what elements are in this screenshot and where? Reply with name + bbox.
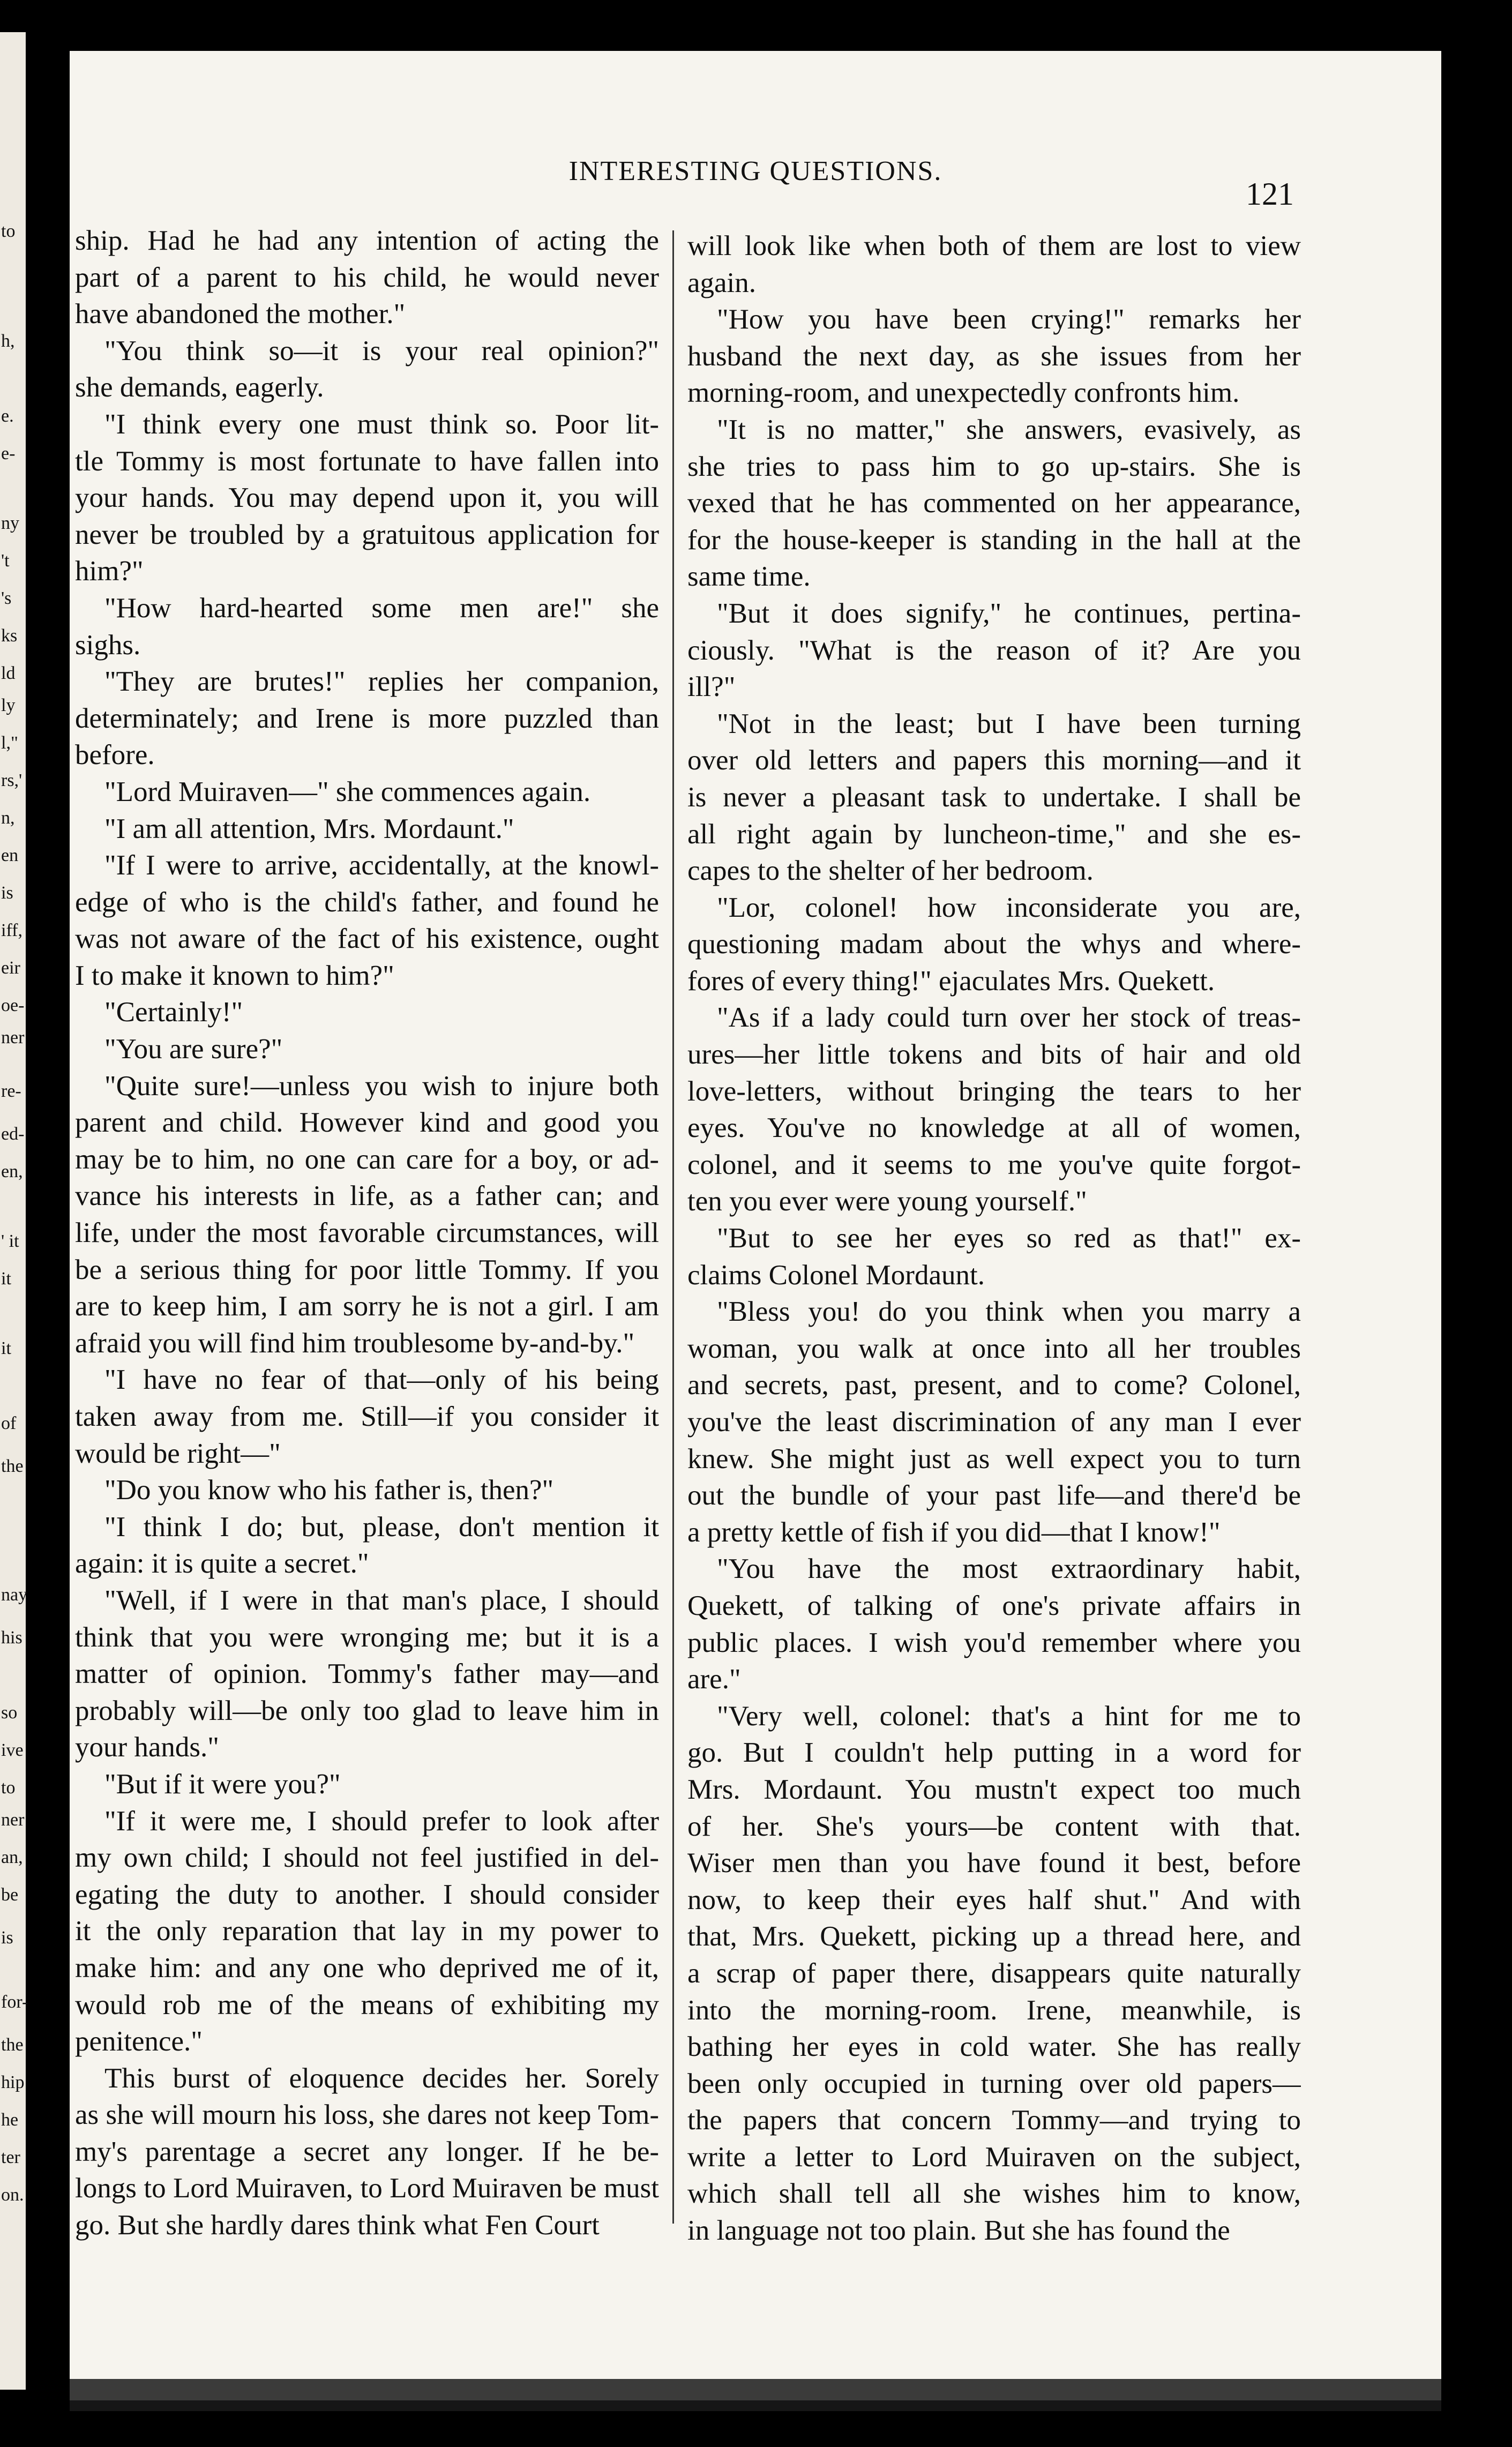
edge-fragment: ter: [1, 2147, 20, 2167]
left-column: [75, 222, 659, 2244]
text-line: make him: and any one who deprived me of it,: [75, 1952, 659, 1984]
text-line: vexed that he has commented on her appearance,: [687, 488, 1301, 519]
edge-fragment: his: [1, 1628, 23, 1648]
edge-fragment: the: [1, 1456, 24, 1476]
text-line: taken away from me. Still—if you consider it: [75, 1401, 659, 1432]
edge-fragment: 's: [1, 588, 12, 608]
text-line: part of a parent to his child, he would never: [75, 261, 659, 293]
text-line: of her. She's yours—be content with that.: [687, 1810, 1301, 1842]
text-line: edge of who is the child's father, and found he: [75, 886, 659, 918]
edge-fragment: ld: [1, 663, 16, 683]
edge-fragment: ner: [1, 1810, 25, 1830]
text-line: claims Colonel Mordaunt.: [687, 1259, 985, 1291]
text-line: that, Mrs. Quekett, picking up a thread here, and: [687, 1921, 1301, 1952]
edge-fragment: it: [1, 1338, 11, 1358]
text-line: matter of opinion. Tommy's father may—and: [75, 1658, 659, 1690]
text-line: woman, you walk at once into all her troubles: [687, 1333, 1301, 1364]
text-line: "Lor, colonel! how inconsiderate you are,: [717, 892, 1301, 923]
text-line: "They are brutes!" replies her companion,: [104, 666, 659, 698]
adjacent-page-edge: [0, 32, 26, 2390]
text-line: probably will—be only too glad to leave him in: [75, 1695, 659, 1726]
text-line: again: it is quite a secret.": [75, 1548, 369, 1580]
edge-fragment: eir: [1, 958, 20, 978]
text-line: "Bless you! do you think when you marry a: [717, 1296, 1301, 1328]
text-line: go. But she hardly dares think what Fen Court: [75, 2210, 600, 2241]
text-line: again.: [687, 267, 757, 298]
page-number: 121: [1246, 176, 1294, 212]
text-line: husband the next day, as she issues from her: [687, 340, 1301, 372]
text-line: your hands.": [75, 1732, 219, 1763]
text-line: determinately; and Irene is more puzzled than: [75, 702, 659, 734]
text-line: was not aware of the fact of his existence, ought: [75, 923, 659, 955]
edge-fragment: an,: [1, 1847, 23, 1867]
edge-fragment: of: [1, 1413, 17, 1433]
text-line: "You think so—it is your real opinion?": [104, 335, 659, 366]
text-line: him?": [75, 556, 144, 587]
text-line: "I think every one must think so. Poor lit-: [104, 408, 659, 440]
edge-fragment: 't: [1, 551, 10, 571]
text-line: "You have the most extraordinary habit,: [717, 1553, 1301, 1585]
edge-fragment: ner: [1, 1028, 25, 1047]
text-line: are.": [687, 1664, 741, 1695]
edge-fragment: h,: [1, 331, 15, 351]
text-line: "Certainly!": [104, 997, 243, 1028]
text-line: afraid you will find him troublesome by-and-by.": [75, 1327, 635, 1359]
edge-fragment: n,: [1, 808, 15, 828]
text-line: questioning madam about the whys and where-: [687, 929, 1301, 960]
running-header: INTERESTING QUESTIONS.: [568, 156, 942, 186]
text-line: "How hard-hearted some men are!" she: [104, 592, 659, 624]
edge-fragment: iff,: [1, 921, 23, 940]
text-line: all right again by luncheon-time," and she es-: [687, 818, 1301, 850]
text-line: "How you have been crying!" remarks her: [717, 304, 1301, 335]
text-line: she tries to pass him to go up-stairs. She is: [687, 451, 1301, 482]
text-line: go. But I couldn't help putting in a word for: [687, 1737, 1301, 1769]
text-line: "I think I do; but, please, don't mention it: [104, 1511, 659, 1543]
text-line: will look like when both of them are lost to view: [687, 230, 1301, 261]
right-column: [687, 228, 1301, 2249]
text-line: before.: [75, 739, 155, 771]
edge-fragment: to: [1, 221, 16, 241]
text-line: may be to him, no one can care for a boy, or ad-: [75, 1143, 659, 1175]
text-line: "Not in the least; but I have been turning: [717, 708, 1301, 739]
edge-fragment: he: [1, 2110, 19, 2130]
text-line: write a letter to Lord Muiraven on the subject,: [687, 2141, 1301, 2173]
text-line: I to make it known to him?": [75, 960, 394, 991]
text-line: "You are sure?": [104, 1034, 283, 1065]
edge-fragment: ny: [1, 513, 19, 533]
edge-fragment: on.: [1, 2185, 24, 2205]
text-line: fores of every thing!" ejaculates Mrs. Quekett.: [687, 965, 1215, 997]
edge-fragment: for-: [1, 1992, 28, 2012]
edge-fragment: the: [1, 2035, 24, 2055]
text-line: ciously. "What is the reason of it? Are you: [687, 634, 1301, 666]
edge-fragment: to: [1, 1778, 16, 1798]
text-line: "I have no fear of that—only of his being: [104, 1364, 659, 1396]
text-line: "But if it were you?": [104, 1768, 341, 1800]
text-line: you've the least discrimination of any man I ever: [687, 1406, 1301, 1438]
text-line: "Well, if I were in that man's place, I should: [104, 1584, 659, 1616]
text-line: tle Tommy is most fortunate to have fallen into: [75, 445, 659, 477]
text-line: ship. Had he had any intention of acting the: [75, 225, 659, 256]
text-line: are to keep him, I am sorry he is not a girl. I am: [75, 1291, 659, 1322]
text-line: a scrap of paper there, disappears quite naturally: [687, 1957, 1301, 1989]
edge-fragment: ' it: [1, 1231, 19, 1251]
edge-fragment: is: [1, 883, 13, 903]
text-line: a pretty kettle of fish if you did—that I know!": [687, 1516, 1221, 1548]
text-line: which shall tell all she wishes him to know,: [687, 2178, 1301, 2210]
text-line: vance his interests in life, as a father can; and: [75, 1180, 659, 1212]
edge-fragment: it: [1, 1269, 11, 1289]
text-line: as she will mourn his loss, she dares not keep Tom-: [75, 2099, 659, 2131]
edge-fragment: re-: [1, 1081, 21, 1101]
text-line: life, under the most favorable circumstances, will: [75, 1217, 659, 1249]
text-line: Wiser men than you have found it best, before: [687, 1847, 1301, 1879]
edge-fragment: ive: [1, 1740, 24, 1760]
text-line: "Quite sure!—unless you wish to injure both: [104, 1070, 659, 1102]
text-line: your hands. You may depend upon it, you will: [75, 482, 659, 514]
text-line: "It is no matter," she answers, evasively, as: [717, 414, 1301, 445]
edge-fragment: e-: [1, 444, 16, 463]
text-line: for the house-keeper is standing in the hall at the: [687, 524, 1301, 556]
text-line: would be right—": [75, 1438, 281, 1469]
scan-bottom-edge: [70, 2379, 1441, 2411]
text-line: "Very well, colonel: that's a hint for me to: [717, 1700, 1301, 1732]
text-line: Mrs. Mordaunt. You mustn't expect too much: [687, 1773, 1301, 1805]
text-line: it the only reparation that lay in my power to: [75, 1915, 659, 1947]
text-line: "If it were me, I should prefer to look after: [104, 1805, 659, 1837]
text-line: love-letters, without bringing the tears to her: [687, 1075, 1301, 1107]
text-line: penitence.": [75, 2026, 203, 2057]
text-line: ures—her little tokens and bits of hair and old: [687, 1039, 1301, 1071]
text-line: think that you were wronging me; but it is a: [75, 1621, 659, 1653]
text-line: parent and child. However kind and good you: [75, 1107, 659, 1139]
edge-fragment: nay: [1, 1585, 28, 1605]
text-line: into the morning-room. Irene, meanwhile, is: [687, 1994, 1301, 2026]
edge-fragment: en: [1, 845, 19, 865]
edge-fragment: is: [1, 1928, 13, 1948]
edge-fragment: en,: [1, 1162, 23, 1181]
text-line: bathing her eyes in cold water. She has really: [687, 2031, 1301, 2063]
text-line: the papers that concern Tommy—and trying to: [687, 2105, 1301, 2136]
text-line: in language not too plain. But she has found the: [687, 2215, 1230, 2247]
text-line: have abandoned the mother.": [75, 298, 406, 330]
text-line: "Do you know who his father is, then?": [104, 1475, 554, 1506]
edge-fragment: rs,': [1, 770, 23, 790]
text-line: Quekett, of talking of one's private affairs in: [687, 1590, 1301, 1621]
text-line: "But to see her eyes so red as that!" ex-: [717, 1223, 1301, 1254]
text-line: be a serious thing for poor little Tommy. If you: [75, 1254, 659, 1285]
edge-fragment: oe-: [1, 996, 25, 1015]
text-line: "But it does signify," he continues, pertina-: [717, 597, 1301, 629]
text-line: my own child; I should not feel justified in del-: [75, 1842, 659, 1874]
text-line: never be troubled by a gratuitous application for: [75, 519, 659, 550]
edge-fragment: ks: [1, 626, 18, 646]
text-line: and secrets, past, present, and to come? Colonel,: [687, 1370, 1301, 1401]
text-line: This burst of eloquence decides her. Sorely: [104, 2062, 659, 2094]
edge-fragment: e.: [1, 406, 14, 426]
text-line: my's parentage a secret any longer. If he be-: [75, 2136, 659, 2167]
text-line: public places. I wish you'd remember where you: [687, 1627, 1301, 1658]
edge-fragment: ed-: [1, 1124, 25, 1144]
column-divider: [672, 230, 674, 2224]
text-line: now, to keep their eyes half shut." And with: [687, 1884, 1301, 1915]
text-line: "If I were to arrive, accidentally, at the knowl-: [104, 850, 659, 881]
text-line: longs to Lord Muiraven, to Lord Muiraven be must: [75, 2173, 659, 2204]
text-line: ten you ever were young yourself.": [687, 1186, 1087, 1217]
text-line: morning-room, and unexpectedly confronts him.: [687, 377, 1240, 409]
text-line: egating the duty to another. I should consider: [75, 1879, 659, 1910]
edge-fragment: l,": [1, 733, 18, 753]
text-line: "Lord Muiraven—" she commences again.: [104, 776, 591, 807]
text-line: is never a pleasant task to undertake. I shall be: [687, 781, 1301, 813]
text-line: ill?": [687, 671, 736, 703]
text-line: "I am all attention, Mrs. Mordaunt.": [104, 813, 514, 844]
text-line: sighs.: [75, 629, 141, 661]
edge-fragment: be: [1, 1885, 19, 1905]
text-line: colonel, and it seems to me you've quite forgot-: [687, 1149, 1301, 1180]
text-line: over old letters and papers this morning—and it: [687, 745, 1301, 776]
text-line: "As if a lady could turn over her stock of treas-: [717, 1002, 1301, 1034]
text-line: she demands, eagerly.: [75, 372, 324, 403]
edge-fragment: ly: [1, 695, 16, 715]
edge-fragment: hip: [1, 2072, 25, 2092]
text-line: knew. She might just as well expect you to turn: [687, 1443, 1301, 1475]
text-line: would rob me of the means of exhibiting my: [75, 1989, 659, 2021]
text-line: same time.: [687, 561, 811, 593]
text-line: capes to the shelter of her bedroom.: [687, 855, 1094, 887]
text-line: eyes. You've no knowledge at all of women,: [687, 1112, 1301, 1144]
text-line: out the bundle of your past life—and there'd be: [687, 1480, 1301, 1511]
text-line: been only occupied in turning over old papers—: [687, 2068, 1301, 2099]
edge-fragment: so: [1, 1703, 18, 1723]
